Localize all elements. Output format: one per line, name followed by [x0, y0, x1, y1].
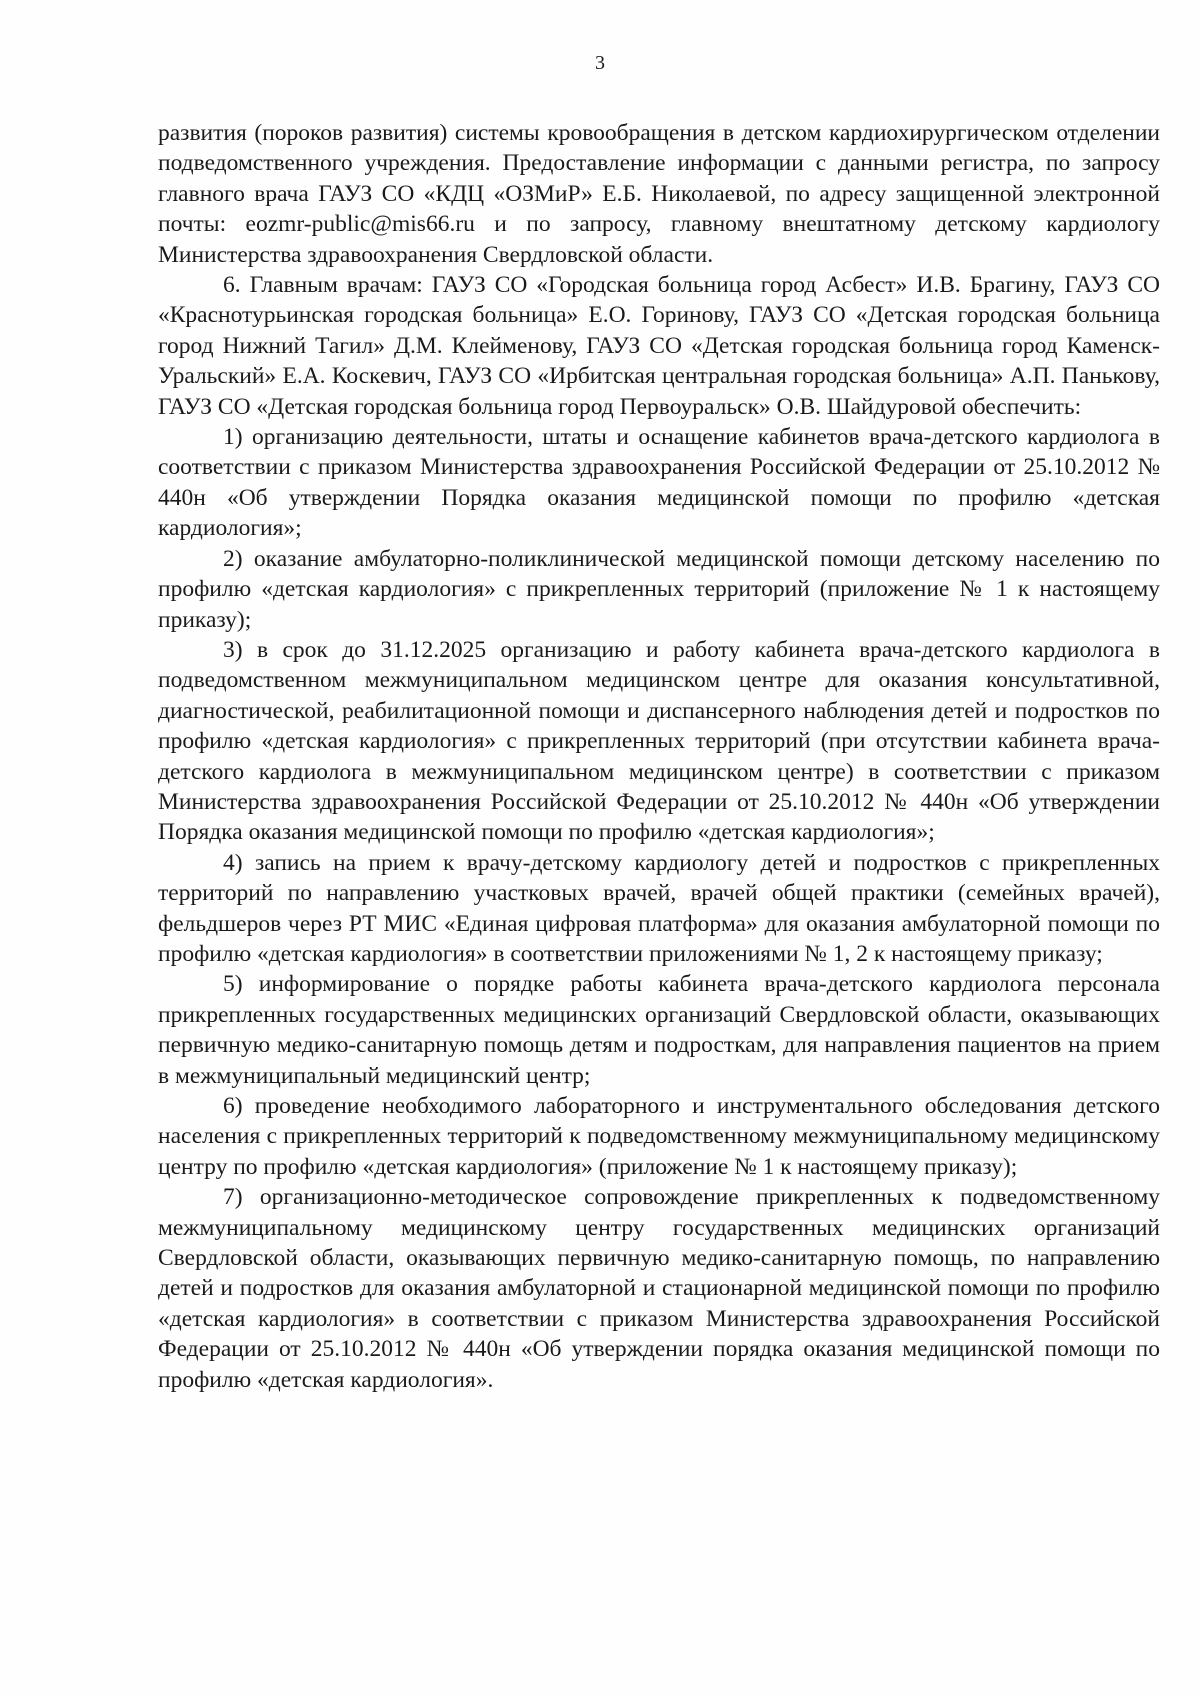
paragraph-continuation: развития (пороков развития) системы кровообращения в детском кардиохирургическом отделении подведомственного учреждения. Предоставление информации с данными регистра, по запросу главного врача ГАУЗ СО «КДЦ «ОЗМиР» Е.Б. Николаевой, по адресу защищенной электронной почты: eozmr-public@mis66.ru и по запросу, главному внештатному детскому кардиологу Министерства здравоохранения Свердловской области.	[158, 120, 1160, 268]
paragraph-subitem-5: 5) информирование о порядке работы кабинета врача-детского кардиолога персонала прикрепленных государственных медицинских организаций Свердловской области, оказывающих первичную медико-санитарную помощь детям и подросткам, для направления пациентов на прием в межмуниципальный медицинский центр;	[158, 971, 1160, 1089]
document-body	[158, 118, 1160, 1395]
paragraph-subitem-1: 1) организацию деятельности, штаты и оснащение кабинетов врача-детского кардиолога в соответствии с приказом Министерства здравоохранения Российской Федерации от 25.10.2012 № 440н «Об утверждении Порядка оказания медицинской помощи по профилю «детская кардиология»;	[158, 424, 1160, 542]
paragraph-subitem-2: 2) оказание амбулаторно-поликлинической медицинской помощи детскому населению по профилю «детская кардиология» с прикрепленных территорий (приложение № 1 к настоящему приказу);	[158, 545, 1160, 633]
paragraph-subitem-6: 6) проведение необходимого лабораторного и инструментального обследования детского населения с прикрепленных территорий к подведомственному межмуниципальному медицинскому центру по профилю «детская кардиология» (приложение № 1 к настоящему приказу);	[158, 1093, 1160, 1180]
paragraph-subitem-7: 7) организационно-методическое сопровождение прикрепленных к подведомственному межмуниципальному медицинскому центру государственных медицинских организаций Свердловской области, оказывающих первичную медико-санитарную помощь, по направлению детей и подростков для оказания амбулаторной и стационарной медицинской помощи по профилю «детская кардиология» в соответствии с приказом Министерства здравоохранения Российской Федерации от 25.10.2012 № 440н «Об утверждении порядка оказания медицинской помощи по профилю «детская кардиология».	[158, 1184, 1160, 1393]
paragraph-subitem-3: 3) в срок до 31.12.2025 организацию и работу кабинета врача-детского кардиолога в подведомственном межмуниципальном медицинском центре для оказания консультативной, диагностической, реабилитационной помощи и диспансерного наблюдения детей и подростков по профилю «детская кардиология» с прикрепленных территорий (при отсутствии кабинета врача-детского кардиолога в межмуниципальном медицинском центре) в соответствии с приказом Министерства здравоохранения Российской Федерации от 25.10.2012 № 440н «Об утверждении Порядка оказания медицинской помощи по профилю «детская кардиология»;	[158, 636, 1160, 846]
page-number: 3	[595, 52, 605, 74]
paragraph-item-6: 6. Главным врачам: ГАУЗ СО «Городская больница город Асбест» И.В. Брагину, ГАУЗ СО «Краснотурьинская городская больница» Е.О. Горинову, ГАУЗ СО «Детская городская больница город Нижний Тагил» Д.М. Клейменову, ГАУЗ СО «Детская городская больница город Каменск-Уральский» Е.А. Коскевич, ГАУЗ СО «Ирбитская центральная городская больница» А.П. Панькову, ГАУЗ СО «Детская городская больница город Первоуральск» О.В. Шайдуровой обеспечить:	[158, 272, 1160, 420]
paragraph-subitem-4: 4) запись на прием к врачу-детскому кардиологу детей и подростков с прикрепленных территорий по направлению участковых врачей, врачей общей практики (семейных врачей), фельдшеров через РТ МИС «Единая цифровая платформа» для оказания амбулаторной помощи по профилю «детская кардиология» в соответствии приложениями № 1, 2 к настоящему приказу;	[158, 849, 1160, 967]
